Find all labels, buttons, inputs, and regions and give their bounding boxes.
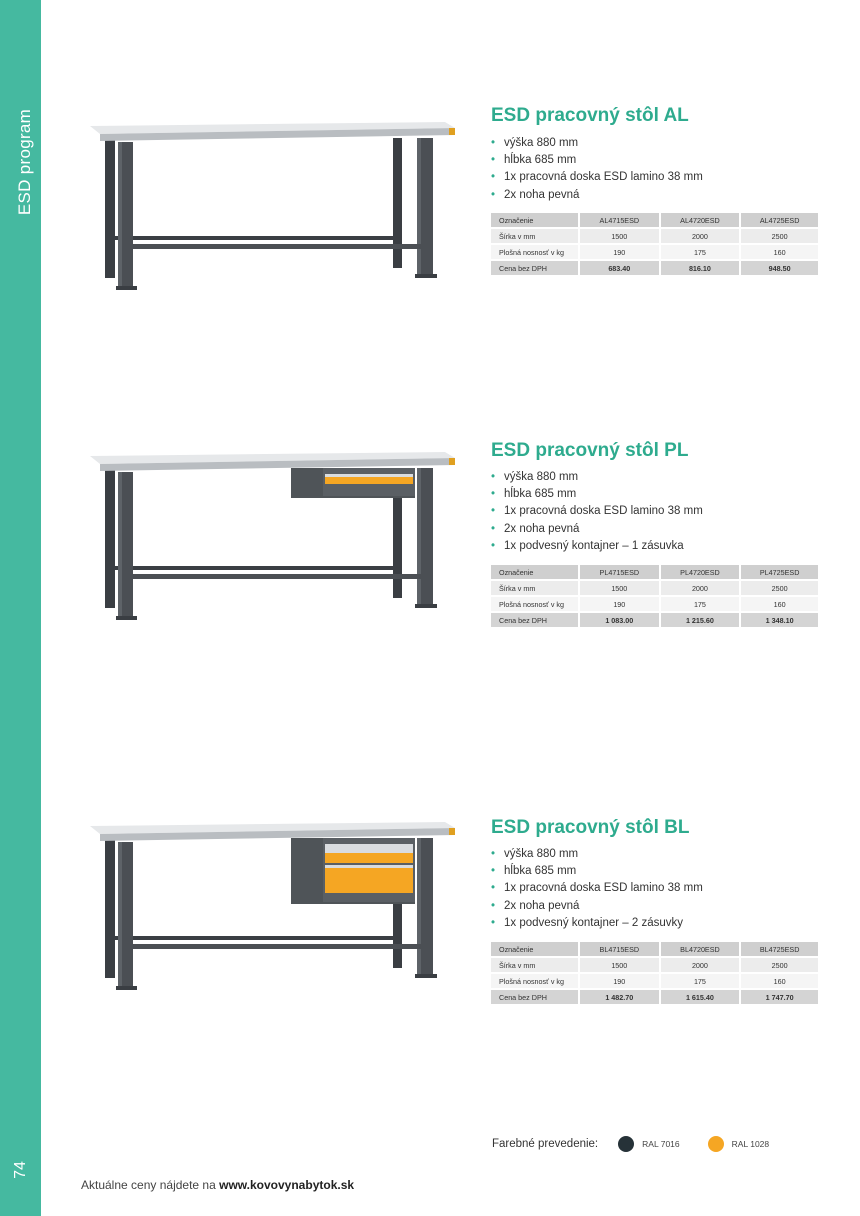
bench-leg <box>122 472 133 620</box>
section-label: ESD program <box>15 108 34 216</box>
bench-foot <box>116 286 137 290</box>
bench-bl-image <box>85 818 460 998</box>
table-row-price <box>491 261 818 277</box>
price-cell: 1 215.60 <box>661 613 742 629</box>
product-title: ESD pracovný stôl BL <box>491 817 690 838</box>
bench-leg <box>122 142 133 290</box>
table-row-price <box>491 613 818 629</box>
feature-item: • výška 880 mm <box>491 848 579 860</box>
feature-item: • 1x podvesný kontajner – 2 zásuvky <box>491 916 683 929</box>
bench-leg <box>421 468 433 608</box>
footer <box>81 1178 354 1192</box>
table-cell: BL4715ESD <box>580 942 661 958</box>
bench-leg <box>105 840 115 978</box>
bench-stretcher <box>110 236 400 240</box>
bench-leg-side <box>118 842 122 988</box>
price-cell: 1 083.00 <box>580 613 661 629</box>
table-cell: PL4720ESD <box>661 565 742 581</box>
table-cell: Plošná nosnosť v kg <box>491 974 580 990</box>
bench-leg-side <box>118 472 122 618</box>
table-cell: 175 <box>661 597 742 613</box>
bench-leg-side <box>417 468 421 606</box>
table-cell: 175 <box>661 245 742 261</box>
bench-leg-side <box>417 838 421 976</box>
feature-item: • 1x pracovná doska ESD lamino 38 mm <box>491 505 703 518</box>
table-cell: 190 <box>580 245 661 261</box>
feature-item: • hĺbka 685 mm <box>491 154 577 167</box>
price-cell: 1 482.70 <box>580 990 661 1006</box>
color-swatch-ral-7016 <box>618 1136 634 1152</box>
bench-foot <box>415 274 437 278</box>
feature-item: • výška 880 mm <box>491 471 579 483</box>
table-cell: 2000 <box>661 229 742 245</box>
table-cell: 160 <box>741 245 818 261</box>
color-name: RAL 1028 <box>731 1139 770 1149</box>
table-cell: 190 <box>580 597 661 613</box>
table-row <box>491 958 818 974</box>
page-number: 74 <box>11 1161 29 1179</box>
table-cell: PL4715ESD <box>580 565 661 581</box>
table-cell: BL4725ESD <box>741 942 818 958</box>
table-cell: Plošná nosnosť v kg <box>491 597 580 613</box>
product-title: ESD pracovný stôl PL <box>491 440 689 461</box>
feature-item: • 2x noha pevná <box>491 522 580 535</box>
table-cell: 160 <box>741 974 818 990</box>
table-cell: Šírka v mm <box>491 581 580 597</box>
price-cell: 948.50 <box>741 261 818 277</box>
bench-al-drawing <box>90 122 455 290</box>
drawer-handle <box>325 844 413 853</box>
table-cell: Šírka v mm <box>491 229 580 245</box>
feature-list <box>491 135 703 204</box>
bench-al-image <box>85 118 460 298</box>
price-cell: 816.10 <box>661 261 742 277</box>
bench-foot <box>116 616 137 620</box>
bench-foot <box>415 974 437 978</box>
color-name: RAL 7016 <box>642 1139 680 1149</box>
footer-text: Aktuálne ceny nájdete na <box>81 1178 220 1192</box>
feature-item: • 1x pracovná doska ESD lamino 38 mm <box>491 171 703 184</box>
table-row <box>491 245 818 261</box>
table-cell: Šírka v mm <box>491 958 580 974</box>
ground-clip <box>449 828 455 835</box>
bench-stretcher <box>133 944 421 949</box>
table-cell: Cena bez DPH <box>491 261 580 277</box>
bench-leg-side <box>118 142 122 288</box>
table-cell: 2500 <box>741 958 818 974</box>
table-header-row <box>491 942 818 958</box>
feature-item: • hĺbka 685 mm <box>491 488 577 501</box>
feature-list <box>491 846 703 932</box>
bench-leg <box>421 838 433 978</box>
table-row-price <box>491 990 818 1006</box>
table-cell: 2500 <box>741 229 818 245</box>
product-title: ESD pracovný stôl AL <box>491 105 689 126</box>
ground-clip <box>449 128 455 135</box>
feature-item: • hĺbka 685 mm <box>491 865 577 878</box>
feature-item: • 1x podvesný kontajner – 1 zásuvka <box>491 539 684 552</box>
bench-leg <box>105 140 115 278</box>
table-cell: AL4725ESD <box>741 213 818 229</box>
table-cell: 1500 <box>580 958 661 974</box>
table-cell: 160 <box>741 597 818 613</box>
feature-item: • 2x noha pevná <box>491 899 580 912</box>
bench-leg-side <box>417 138 421 276</box>
table-cell: PL4725ESD <box>741 565 818 581</box>
drawer-front <box>325 865 413 893</box>
spec-table <box>491 213 818 277</box>
bench-leg <box>105 470 115 608</box>
spec-table <box>491 565 818 629</box>
table-cell: Plošná nosnosť v kg <box>491 245 580 261</box>
color-options <box>492 1133 797 1155</box>
feature-list <box>491 469 703 555</box>
table-row <box>491 974 818 990</box>
table-cell: 1500 <box>580 229 661 245</box>
price-cell: 683.40 <box>580 261 661 277</box>
bench-stretcher <box>133 574 421 579</box>
spec-table <box>491 942 818 1006</box>
website-link[interactable]: www.kovovynabytok.sk <box>219 1178 355 1192</box>
ground-clip <box>449 458 455 465</box>
bench-bl-drawing <box>90 822 455 990</box>
table-header-row <box>491 565 818 581</box>
feature-item: • výška 880 mm <box>491 137 579 149</box>
table-cell: 2000 <box>661 958 742 974</box>
drawer-front <box>325 853 413 863</box>
bench-leg <box>122 842 133 990</box>
table-header-row <box>491 213 818 229</box>
table-cell: 2000 <box>661 581 742 597</box>
table-cell: Cena bez DPH <box>491 990 580 1006</box>
bench-pl-image <box>85 448 460 628</box>
bench-stretcher <box>110 936 400 940</box>
table-cell: Označenie <box>491 565 580 581</box>
side-strip <box>0 0 41 1216</box>
bench-stretcher <box>110 566 400 570</box>
color-label: Farebné prevedenie: <box>492 1138 599 1150</box>
bench-stretcher <box>133 244 421 249</box>
bench-foot <box>116 986 137 990</box>
drawer-handle <box>325 474 413 477</box>
price-cell: 1 348.10 <box>741 613 818 629</box>
table-cell: Označenie <box>491 942 580 958</box>
color-swatch-ral-1028 <box>708 1136 724 1152</box>
feature-item: • 1x pracovná doska ESD lamino 38 mm <box>491 882 703 895</box>
drawer-handle <box>325 865 413 868</box>
table-cell: Označenie <box>491 213 580 229</box>
table-cell: AL4715ESD <box>580 213 661 229</box>
table-cell: AL4720ESD <box>661 213 742 229</box>
table-cell: 175 <box>661 974 742 990</box>
table-cell: 1500 <box>580 581 661 597</box>
bench-foot <box>415 604 437 608</box>
table-row <box>491 229 818 245</box>
bench-pl-drawing <box>90 452 455 620</box>
table-cell: BL4720ESD <box>661 942 742 958</box>
table-cell: 190 <box>580 974 661 990</box>
table-row <box>491 581 818 597</box>
table-cell: Cena bez DPH <box>491 613 580 629</box>
table-cell: 2500 <box>741 581 818 597</box>
bench-leg <box>421 138 433 278</box>
price-cell: 1 615.40 <box>661 990 742 1006</box>
table-row <box>491 597 818 613</box>
price-cell: 1 747.70 <box>741 990 818 1006</box>
feature-item: • 2x noha pevná <box>491 188 580 201</box>
